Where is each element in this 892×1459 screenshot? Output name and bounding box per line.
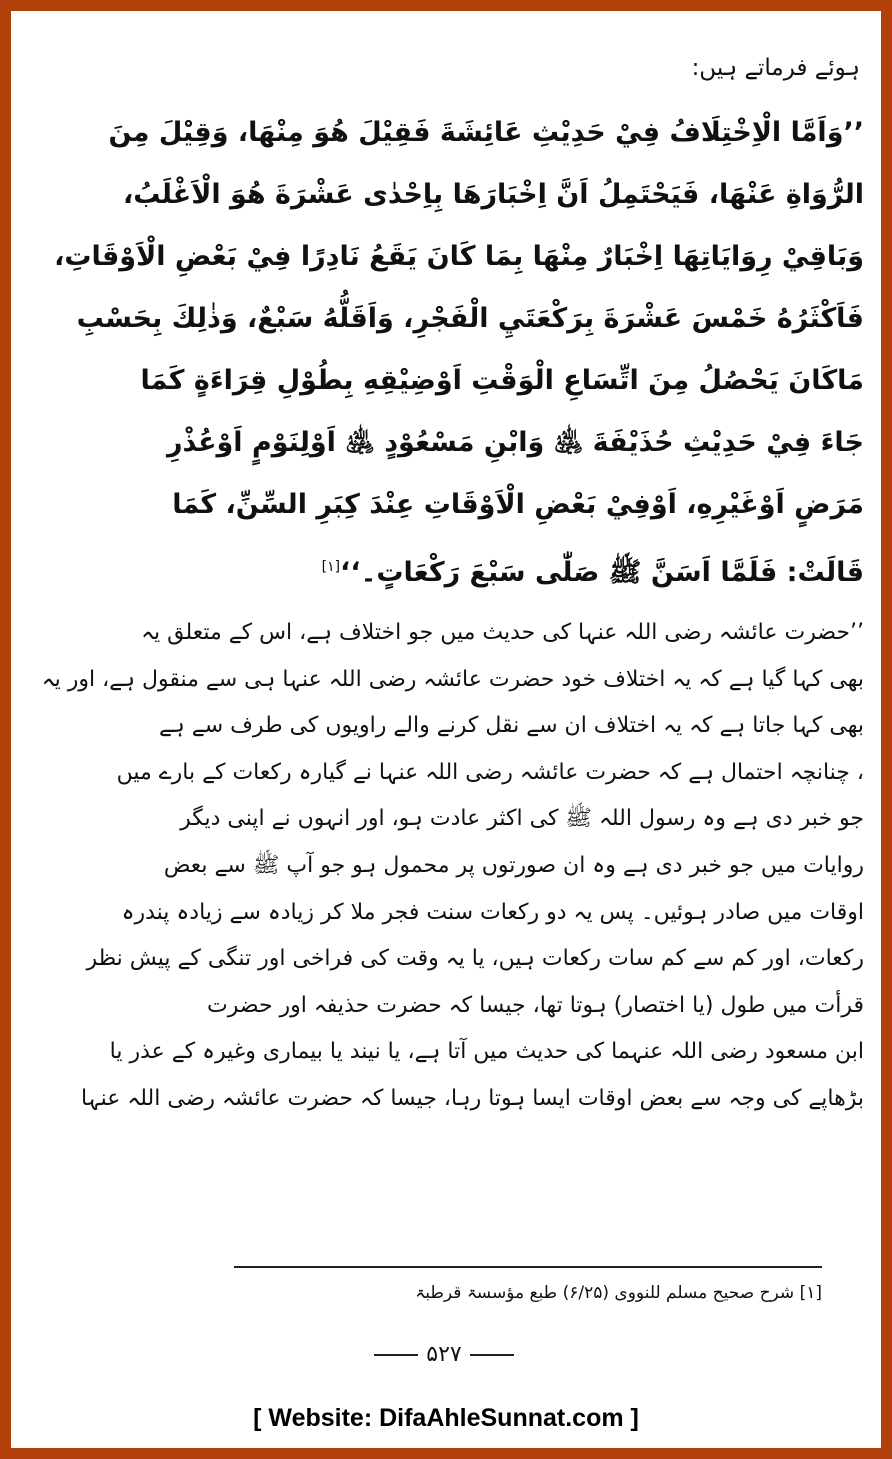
urdu-line: بڑھاپے کی وجہ سے بعض اوقات ایسا ہوتا رہا، جیسا کہ حضرت عائشہ رضی اللہ عنہا [81,1085,864,1111]
arabic-line: مَاكَانَ يَحْصُلُ مِنَ اتِّسَاعِ الْوَقْتِ اَوْضِيْقِهِ بِطُوْلِ قِرَاءَةٍ كَمَا [140,365,864,396]
urdu-line: قرأت میں طول (یا اختصار) ہوتا تھا، جیسا کہ حضرت حذیفہ اور حضرت [207,992,864,1018]
urdu-line: ’’حضرت عائشہ رضی اللہ عنہا کی حدیث میں جو اختلاف ہے، اس کے متعلق یہ [141,620,864,645]
urdu-line: ابن مسعود رضی اللہ عنہما کی حدیث میں آتا ہے، یا نیند یا بیماری وغیرہ کے عذر یا [109,1039,864,1065]
urdu-line: روایات میں جو خبر دی ہے وہ ان صورتوں پر محمول ہو جو آپ ﷺ سے بعض [163,852,864,878]
arabic-line: الرُّوَاةِ عَنْهَا، فَيَحْتَمِلُ اَنَّ اِخْبَارَهَا بِاِحْدٰى عَشْرَةَ هُوَ الْاَغْلَبُ، [122,179,864,210]
website-link[interactable]: [ Website: DifaAhleSunnat.com ] [253,1404,639,1432]
arabic-line: قَالَتْ: فَلَمَّا اَسَنَّ ﷺ صَلّٰى سَبْعَ رَكْعَاتٍ۔‘‘ [340,557,864,588]
urdu-translation [24,610,864,1123]
page-number-value: ۵۲۷ [426,1342,462,1367]
arabic-line: وَبَاقِيْ رِوَايَاتِهَا اِخْبَارٌ مِنْهَا بِمَا كَانَ يَقَعُ نَادِرًا فِيْ بَعْضِ الْاَوْقَاتِ، [54,241,864,272]
arabic-quote [24,102,864,598]
urdu-line: ، چنانچہ احتمال ہے کہ حضرت عائشہ رضی اللہ عنہا نے گیارہ رکعات کے بارے میں [116,759,864,785]
page-number [24,1342,864,1367]
footnote-divider [234,1266,822,1268]
intro-text: ہوئے فرماتے ہیں: [691,55,860,81]
page-number-dash [470,1354,514,1356]
arabic-line: مَرَضٍ اَوْغَيْرِهِ، اَوْفِيْ بَعْضِ الْاَوْقَاتِ عِنْدَ كِبَرِ السِّنِّ، كَمَا [172,489,864,520]
urdu-line: اوقات میں صادر ہوئیں۔ پس یہ دو رکعات سنت فجر ملا کر زیادہ سے زیادہ پندرہ [121,899,864,925]
footnote-marker: [۱] [321,559,341,575]
urdu-line: رکعات، اور کم سے کم سات رکعات ہیں، یا یہ وقت کی فراخی اور تنگی کے پیش نظر [86,946,864,972]
arabic-last-line [24,536,864,598]
page-number-dash [374,1354,418,1356]
urdu-line: بھی کہا جاتا ہے کہ یہ اختلاف ان سے نقل کرنے والے راویوں کی طرف سے ہے [159,713,864,739]
urdu-line: بھی کہا گیا ہے کہ یہ اختلاف خود حضرت عائشہ رضی اللہ عنہا ہی سے منقول ہے، اور یہ [41,666,864,692]
footnote: [۱] شرح صحیح مسلم للنووی (۶/۲۵) طبع مؤسسۃ قرطبۃ [415,1283,822,1303]
book-page [24,48,864,1408]
arabic-line: جَاءَ فِيْ حَدِيْثِ حُذَيْفَةَ ﵁ وَابْنِ مَسْعُوْدٍ ﵁ اَوْلِنَوْمٍ اَوْعُذْرِ [166,427,864,458]
arabic-line: ’’وَاَمَّا الْاِخْتِلَافُ فِيْ حَدِيْثِ عَائِشَةَ فَقِيْلَ هُوَ مِنْهَا، وَقِيْلَ مِنَ [108,117,864,148]
urdu-line: جو خبر دی ہے وہ رسول اللہ ﷺ کی اکثر عادت ہو، اور انہوں نے اپنی دیگر [180,806,864,832]
arabic-line: فَاَكْثَرُهُ خَمْسَ عَشْرَةَ بِرَكْعَتَيِ الْفَجْرِ، وَاَقَلُّهُ سَبْعٌ، وَذٰلِكَ بِحَسْبِ [76,303,864,334]
